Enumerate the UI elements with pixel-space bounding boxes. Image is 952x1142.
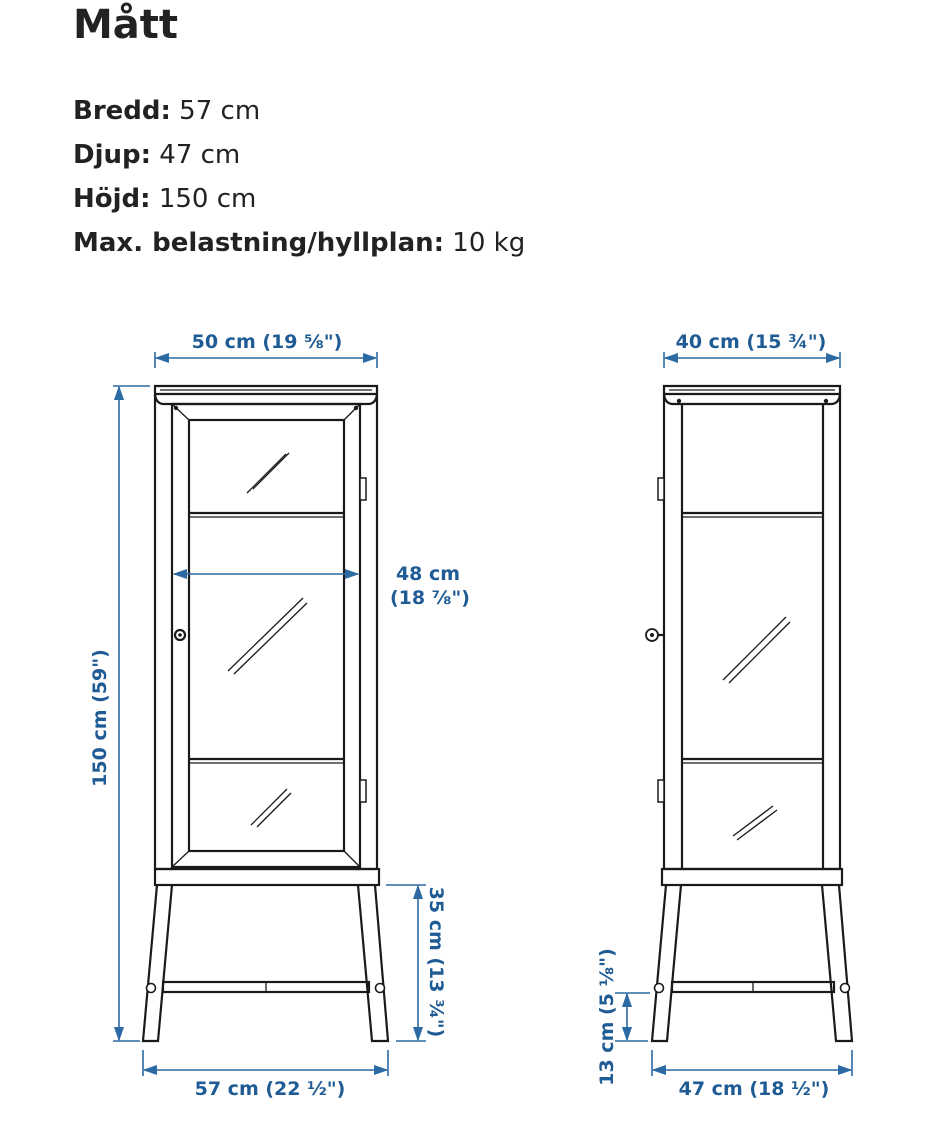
spec-label: Djup: [73,140,152,170]
spec-value: 150 cm [158,184,257,214]
dim-rail-height: 13 cm (5 ⅛") [596,948,618,1086]
dim-leg-height: 35 cm (13 ¾") [425,886,447,1038]
dim-inner-width: 48 cm [395,563,461,585]
spec-label: Max. belastning/hyllplan: [73,228,445,258]
dim-top-depth: 40 cm (15 ¾") [675,331,827,353]
dim-inner-width-inch: (18 ⅞") [390,587,470,609]
spec-value: 47 cm [159,140,241,170]
spec-label: Bredd: [73,96,171,126]
page-title: Mått [73,2,179,48]
dim-total-height: 150 cm (59") [89,649,111,787]
spec-value: 10 kg [452,228,526,258]
dim-top-width: 50 cm (19 ⅝") [191,331,343,353]
side-view-dimensions [596,331,852,1100]
front-view-cabinet [143,386,388,1041]
dim-base-depth: 47 cm (18 ½") [678,1078,830,1100]
spec-value: 57 cm [179,96,261,126]
spec-label: Höjd: [73,184,151,214]
front-view-dimensions [89,331,470,1100]
dim-base-width: 57 cm (22 ½") [194,1078,346,1100]
side-view-cabinet [646,386,852,1041]
